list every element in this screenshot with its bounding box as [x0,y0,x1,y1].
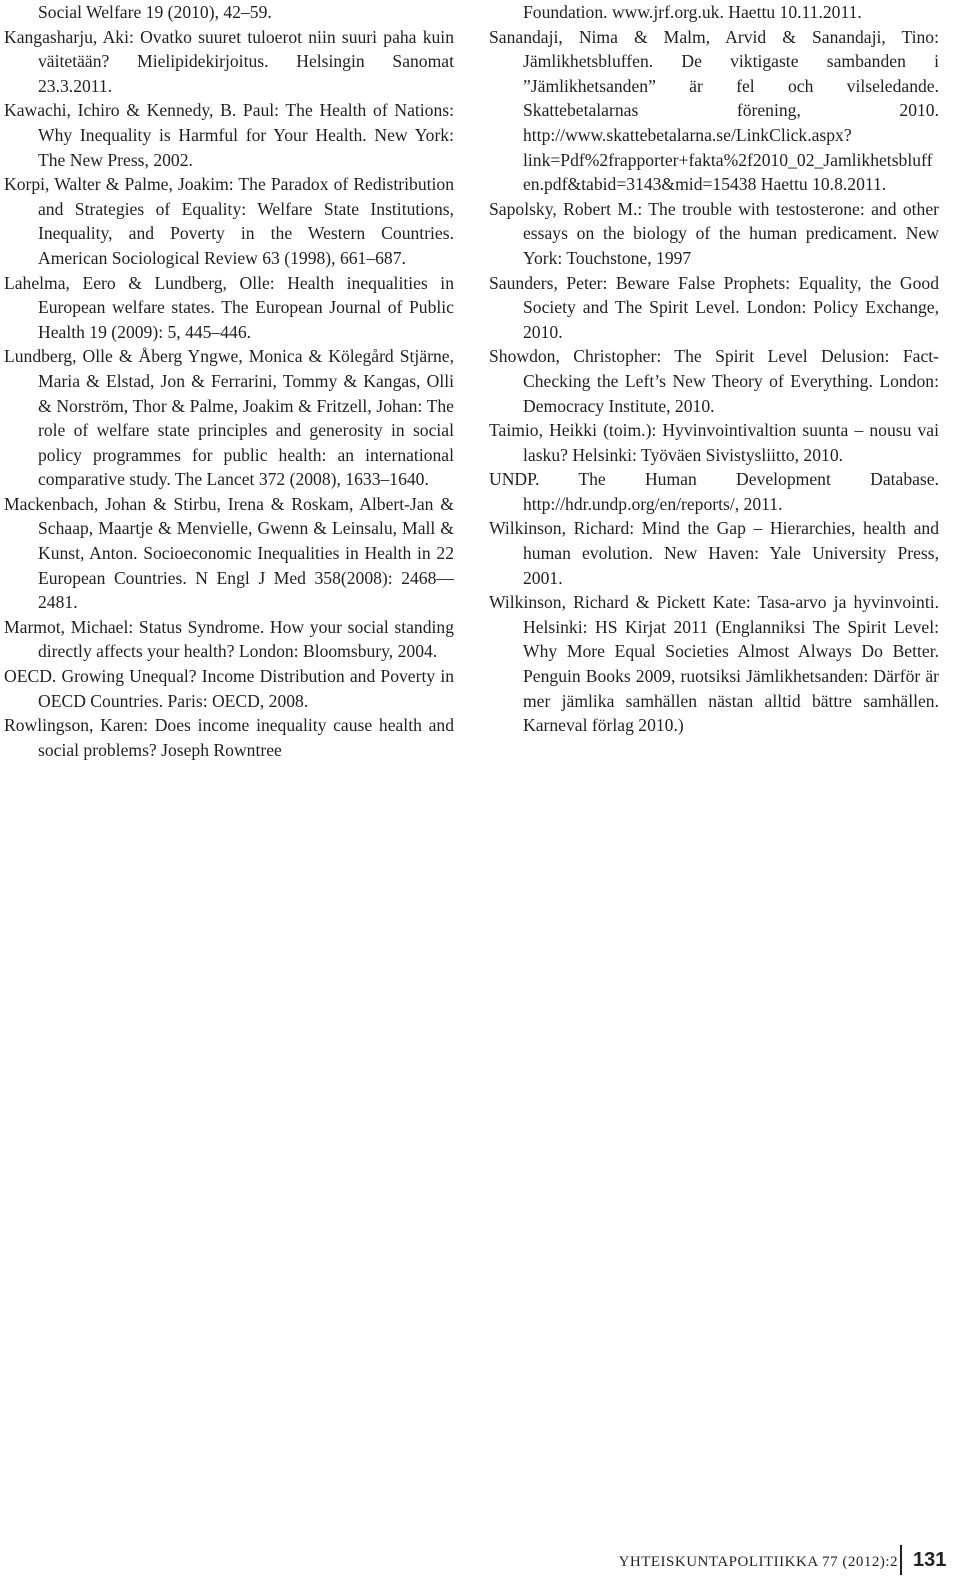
reference-entry: Korpi, Walter & Palme, Joakim: The Paradox of Redistribution and Strategies of Equality: Welfare State Institutions, Inequality, and Poverty in the Western Countries. American Sociological Review 63 (1998), 661–687. [4,174,454,268]
reference-continuation: Social Welfare 19 (2010), 42–59. [38,2,272,22]
reference-entry: Kawachi, Ichiro & Kennedy, B. Paul: The Health of Nations: Why Inequality is Harmful for Your Health. New York: The New Press, 2002. [4,100,454,170]
reference-entry: Saunders, Peter: Beware False Prophets: Equality, the Good Society and The Spirit Level. London: Policy Exchange, 2010. [489,272,939,342]
reference-entry: Taimio, Heikki (toim.): Hyvinvointivaltion suunta – nousu vai lasku? Helsinki: Työväen Sivistysliitto, 2010. [489,420,939,465]
page-footer [0,1545,960,1575]
reference-entry: Sapolsky, Robert M.: The trouble with testosterone: and other essays on the biology of the human predicament. New York: Touchstone, 1997 [489,198,939,268]
reference-entry: Marmot, Michael: Status Syndrome. How your social standing directly affects your health? London: Bloomsbury, 2004. [4,616,454,662]
reference-continuation: Foundation. www.jrf.org.uk. Haettu 10.11.2011. [523,2,862,22]
footer-divider [900,1545,902,1575]
reference-entry: Mackenbach, Johan & Stirbu, Irena & Roskam, Albert-Jan & Schaap, Maartje & Menvielle, Gwenn & Leinsalu, Mall & Kunst, Anton. Socioeconomic Inequalities in Health in 22 European Countries. N Engl J Med 358(2008): 2468—2481. [4,493,454,613]
reference-entry: Lahelma, Eero & Lundberg, Olle: Health inequalities in European welfare states. The European Journal of Public Health 19 (2009): 5, 445–446. [4,272,454,342]
reference-entry: Wilkinson, Richard & Pickett Kate: Tasa-arvo ja hyvinvointi. Helsinki: HS Kirjat 2011 (Englanniksi The Spirit Level: Why More Equal Societies Almost Always Do Better. Penguin Books 2009, ruotsiksi Jämlikhetsanden: Därför är mer jämlika samhällen nästan alltid bättre samhällen. Karneval förlag 2010.) [489,592,939,736]
reference-entry: Lundberg, Olle & Åberg Yngwe, Monica & Kölegård Stjärne, Maria & Elstad, Jon & Ferrarini, Tommy & Kangas, Olli & Norström, Thor & Palme, Joakim & Fritzell, Johan: The role of welfare state principles and generosity in social policy programmes for public health: an international comparative study. The Lancet 372 (2008), 1633–1640. [4,346,454,490]
left-column [4,0,454,762]
reference-entry: Kangasharju, Aki: Ovatko suuret tuloerot niin suuri paha kuin väitetään? Mielipidekirjoitus. Helsingin Sanomat 23.3.2011. [4,26,454,96]
page-number: 131 [913,1549,947,1571]
reference-entry: UNDP. The Human Development Database. http://hdr.undp.org/en/reports/, 2011. [489,469,939,514]
reference-entry: Wilkinson, Richard: Mind the Gap – Hierarchies, health and human evolution. New Haven: Yale University Press, 2001. [489,518,939,588]
right-column [489,0,939,738]
reference-entry: Rowlingson, Karen: Does income inequality cause health and social problems? Joseph Rowntree [4,715,454,760]
reference-entry: Showdon, Christopher: The Spirit Level Delusion: Fact-Checking the Left’s New Theory of Everything. London: Democracy Institute, 2010. [489,346,939,416]
reference-entry: Sanandaji, Nima & Malm, Arvid & Sanandaji, Tino: Jämlikhetsbluffen. De viktigaste sambanden i ”Jämlikhetsanden” är fel och vilseledande. Skattebetalarnas förening, 2010. http://www.skattebetalarna.se/LinkClick.aspx?link=Pdf%2frapporter+fakta%2f2010_02_Jamlikhetsbluffen.pdf&tabid=3143&mid=15438 Haettu 10.8.2011. [489,26,939,195]
journal-title: YHTEISKUNTAPOLITIIKKA 77 (2012):2 [618,1554,898,1570]
reference-entry: OECD. Growing Unequal? Income Distribution and Poverty in OECD Countries. Paris: OECD, 2008. [4,666,454,711]
